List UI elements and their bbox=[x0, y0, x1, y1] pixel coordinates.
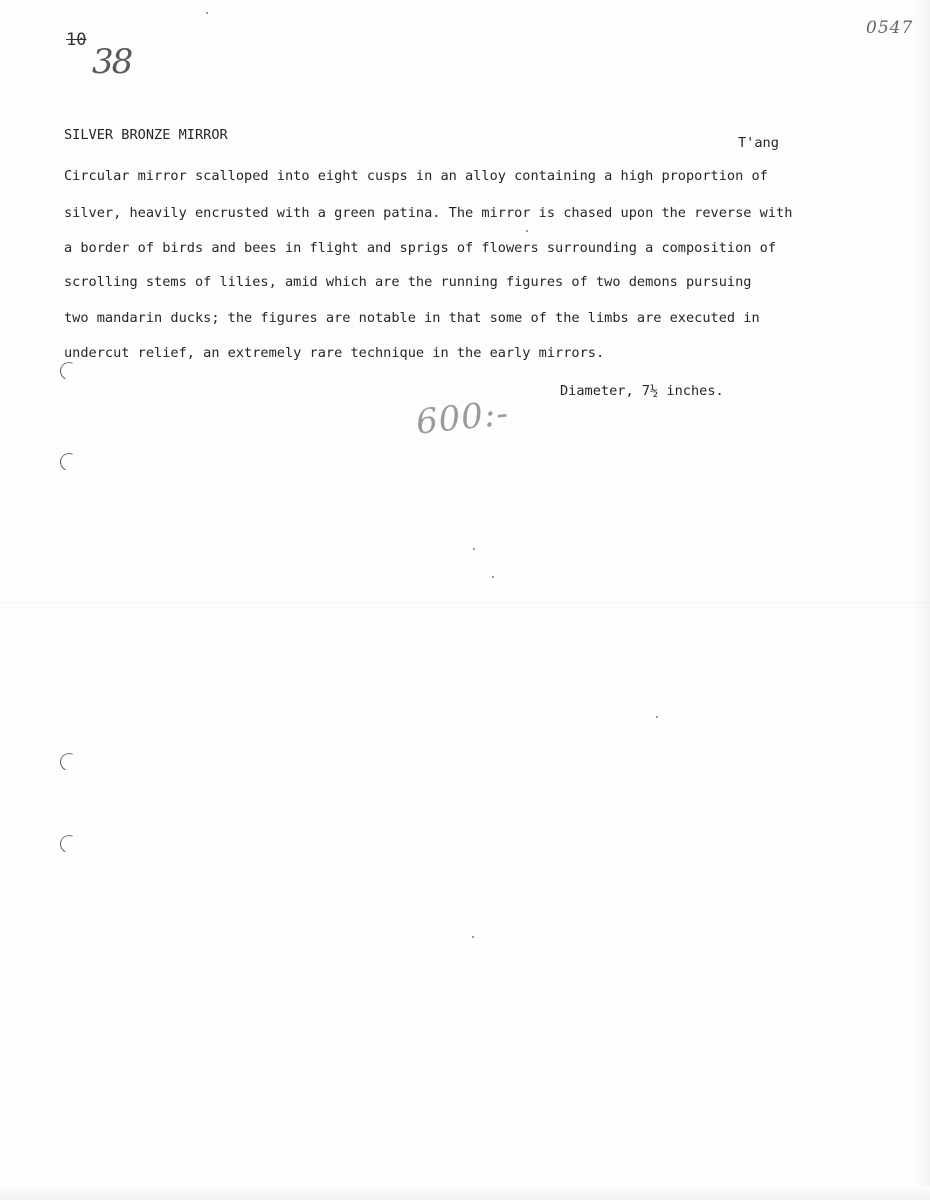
description-line: two mandarin ducks; the figures are notable in that some of the limbs are executed in bbox=[64, 310, 760, 326]
description-line: Circular mirror scalloped into eight cusps in an alloy containing a high proportion of bbox=[64, 168, 768, 184]
punch-hole-mark bbox=[57, 450, 80, 473]
entry-title: SILVER BRONZE MIRROR bbox=[64, 127, 228, 143]
struck-number: 10 bbox=[66, 30, 87, 50]
fold-line bbox=[0, 602, 930, 604]
description-line: undercut relief, an extremely rare technique in the early mirrors. bbox=[64, 345, 605, 361]
description-line: scrolling stems of lilies, amid which are the running figures of two demons pursuing bbox=[64, 274, 752, 290]
paper-edge-bottom bbox=[0, 1186, 930, 1200]
paper-speck bbox=[656, 716, 658, 718]
entry-period: T'ang bbox=[738, 135, 779, 151]
paper-speck bbox=[473, 548, 475, 550]
archive-number: 0547 bbox=[866, 18, 914, 38]
paper-speck bbox=[472, 936, 474, 938]
diameter-measurement: Diameter, 7½ inches. bbox=[560, 383, 724, 399]
paper-edge bbox=[912, 0, 930, 1200]
punch-hole-mark bbox=[57, 832, 80, 855]
handwritten-price: 600:- bbox=[414, 393, 511, 443]
description-line: silver, heavily encrusted with a green patina. The mirror is chased upon the reverse with bbox=[64, 205, 793, 221]
punch-hole-mark bbox=[57, 359, 80, 382]
paper-speck bbox=[492, 576, 494, 578]
punch-hole-mark bbox=[57, 750, 80, 773]
paper-speck bbox=[526, 230, 528, 232]
paper-speck bbox=[206, 12, 208, 14]
handwritten-lot-number: 38 bbox=[92, 42, 132, 82]
description-line: a border of birds and bees in flight and sprigs of flowers surrounding a composition of bbox=[64, 240, 777, 256]
